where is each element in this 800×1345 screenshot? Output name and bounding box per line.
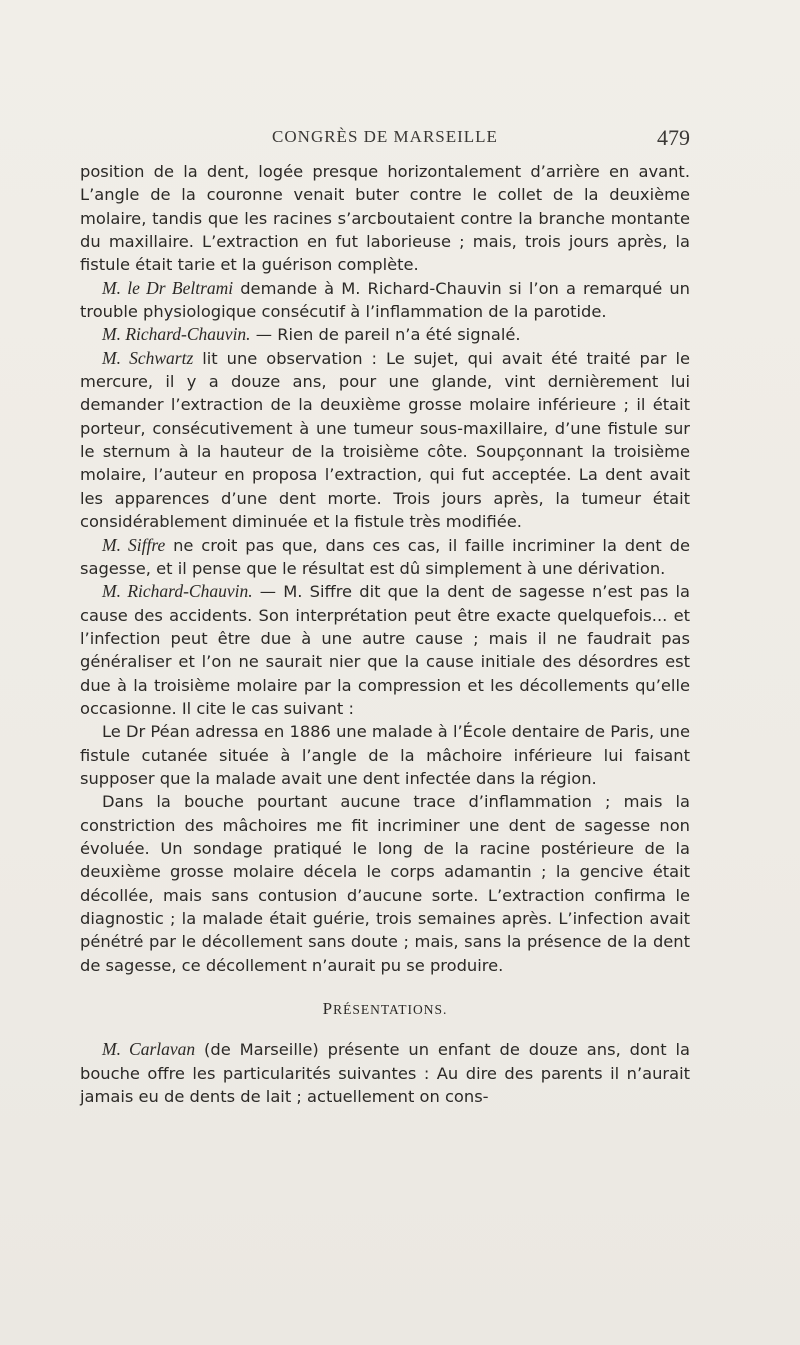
paragraph-text: demande à M. Richard-Chauvin si l’on a remarqué un trouble physiologique consécutif à l’inflammation de la parotide. [80,278,690,322]
section-heading-rest: RÉSENTATIONS. [333,1002,448,1018]
section-heading [80,997,690,1021]
speaker-name: M. Schwartz [102,347,194,368]
paragraph [80,347,690,534]
paragraph [80,1038,690,1108]
paragraph [80,790,690,977]
speaker-name: M. Richard-Chauvin. [102,581,253,602]
speaker-name: M. le Dr Beltrami [102,277,234,298]
paragraph-text: position de la dent, logée presque horizontalement d’arrière en avant. L’angle de la couronne venait buter contre le collet de la deuxième molaire, tandis que les racines s’arcboutaient contre la branche montante du maxillaire. L’extraction en fut laborieuse ; mais, trois jours après, la fistule était tarie et la guérison complète. [80,162,690,275]
paragraph [80,277,690,324]
paragraph [80,580,690,720]
paragraph-text: Dans la bouche pourtant aucune trace d’inflammation ; mais la constriction des mâchoires me fit incriminer une dent de sagesse non évoluée. Un sondage pratiqué le long de la racine postérieure de la deuxième grosse molaire décela le corps adamantin ; la gencive était décollée, mais sans contusion d’aucune sorte. L’extraction confirma le diagnostic ; la malade était guérie, trois semaines après. L’infection avait pénétré par le décollement sans doute ; mais, sans la présence de la dent de sagesse, ce décollement n’aurait pu se produire. [80,792,690,975]
speaker-name: M. Richard-Chauvin. [102,324,251,345]
paragraph-text: — M. Siffre dit que la dent de sagesse n’est pas la cause des accidents. Son interprétation peut être exacte quelquefois... et l’infection peut être due à une autre cause ; mais il ne faudrait pas généraliser et l’on ne saurait nier que la cause initiale des désordres est due à la troisième molaire par la compression et les décollements qu’elle occasionne. Il cite le cas suivant : [80,582,690,718]
paragraph [80,534,690,581]
section-heading-initial: P [322,999,334,1019]
paragraph [80,160,690,277]
speaker-name: M. Siffre [102,534,166,555]
running-head: CONGRÈS DE MARSEILLE [272,127,498,146]
speaker-name: M. Carlavan [102,1039,196,1060]
paragraph-text: lit une observation : Le sujet, qui avait été traité par le mercure, il y a douze ans, pour une glande, vint dernièrement lui demander l’extraction de la deuxième grosse molaire inférieure ; il était porteur, consécutivement à une tumeur sous-maxillaire, d’une fistule sur le sternum à la hauteur de la troisième côte. Soupçonnant la troisième molaire, l’auteur en proposa l’extraction, qui fut acceptée. La dent avait les apparences d’une dent morte. Trois jours après, la tumeur était considérablement diminuée et la fistule très modifiée. [80,348,691,532]
page-body [80,160,690,1108]
paragraph-text: Le Dr Péan adressa en 1886 une malade à l’École dentaire de Paris, une fistule cutanée située à l’angle de la mâchoire inférieure lui faisant supposer que la malade avait une dent infectée dans la région. [80,722,690,788]
paragraph [80,323,690,346]
paragraph-text: ne croit pas que, dans ces cas, il faille incriminer la dent de sagesse, et il pense que le résultat est dû simplement à une dérivation. [80,535,691,578]
paragraph [80,720,690,790]
page-header [80,127,690,157]
paragraph-text: (de Marseille) présente un enfant de douze ans, dont la bouche offre les particularités suivantes : Au dire des parents il n’aurait jamais eu de dents de lait ; actuellement on cons- [80,1040,690,1107]
page-number: 479 [657,125,690,150]
paragraph-text: — Rien de pareil n’a été signalé. [250,325,521,345]
